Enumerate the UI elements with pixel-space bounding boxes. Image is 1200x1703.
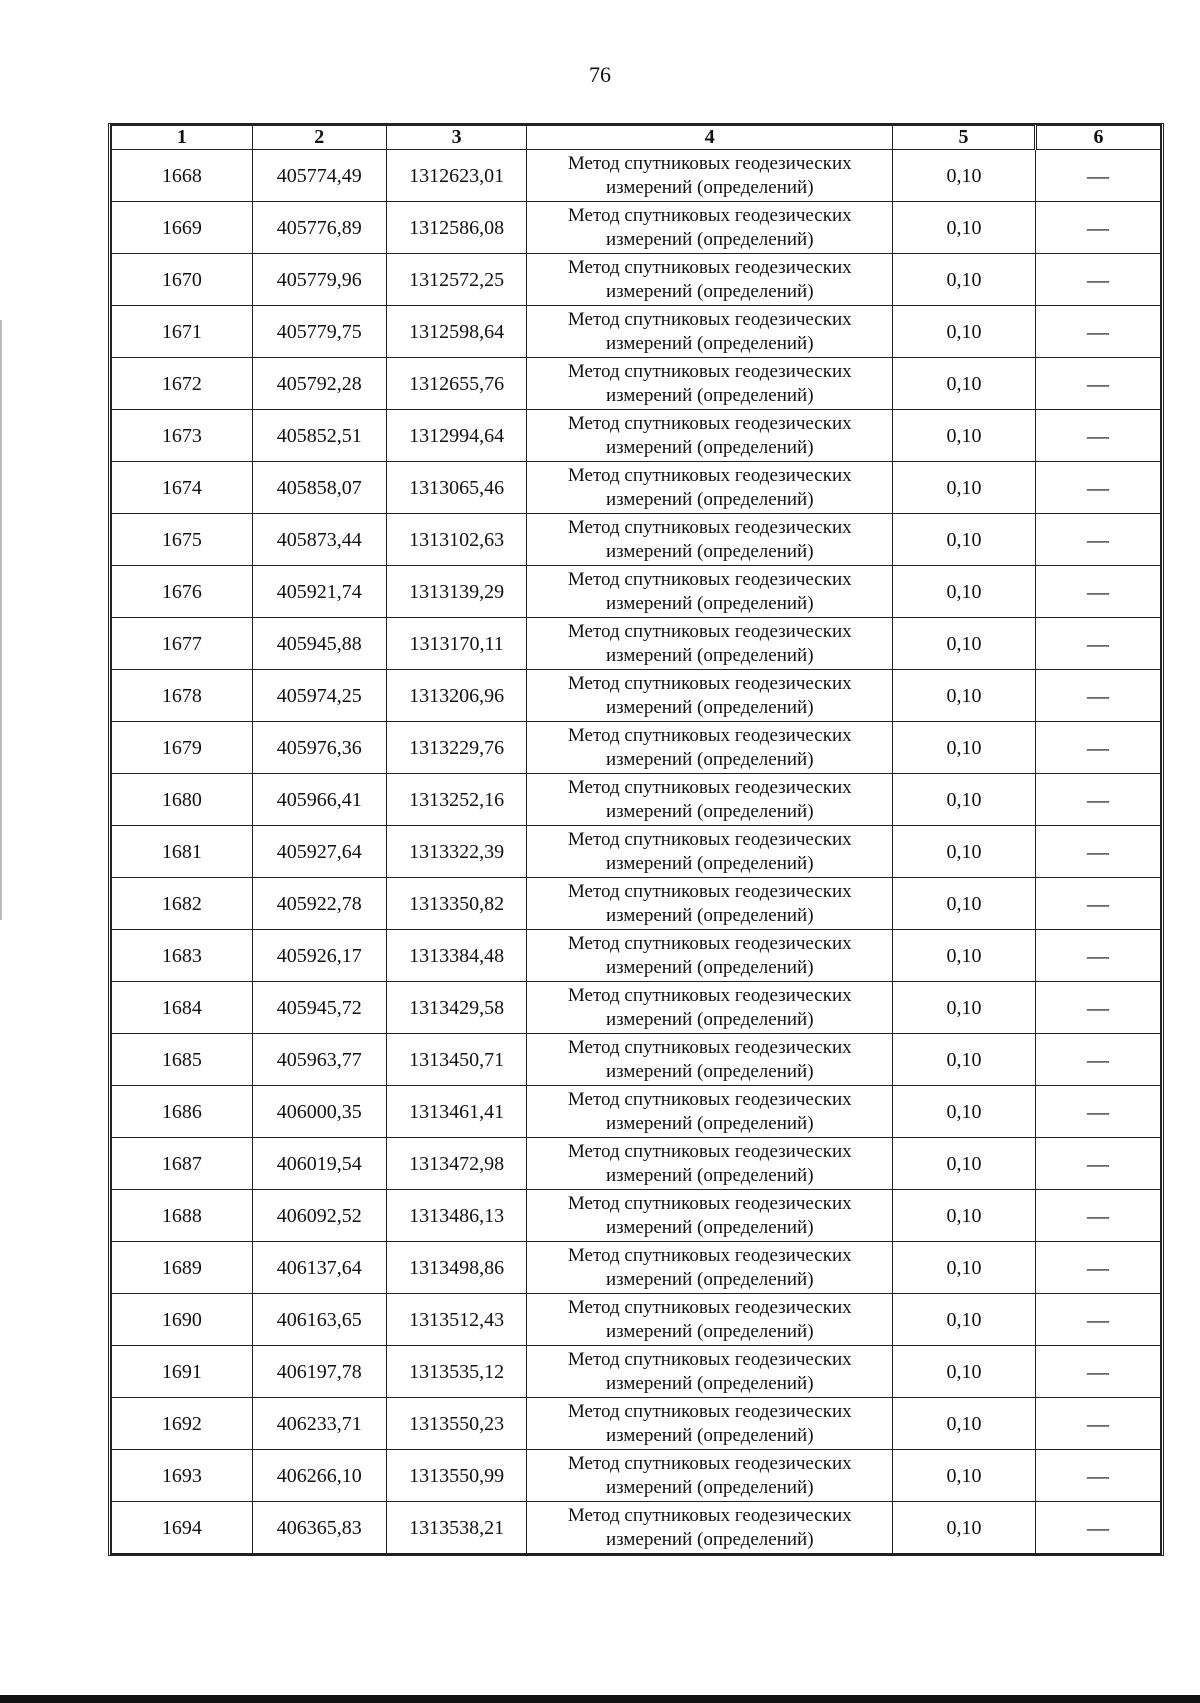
accuracy-cell: 0,10 — [893, 1450, 1036, 1502]
x-coordinate-cell: 405926,17 — [252, 930, 386, 982]
x-coordinate-cell: 405792,28 — [252, 358, 386, 410]
method-line-1: Метод спутниковых геодезических — [567, 204, 852, 226]
method-line-2: измерений (определений) — [605, 540, 814, 562]
method-cell — [527, 1502, 893, 1554]
x-coordinate-cell: 405966,41 — [252, 774, 386, 826]
x-coordinate-cell: 406000,35 — [252, 1086, 386, 1138]
table-row — [112, 618, 1161, 670]
method-line-2: измерений (определений) — [605, 436, 814, 458]
table-row — [112, 1450, 1161, 1502]
method-line-2: измерений (определений) — [605, 852, 814, 874]
method-line-1: Метод спутниковых геодезических — [567, 568, 852, 590]
method-cell — [527, 930, 893, 982]
method-cell — [527, 306, 893, 358]
method-line-2: измерений (определений) — [605, 800, 814, 822]
method-cell — [527, 878, 893, 930]
note-cell: — — [1036, 1190, 1161, 1242]
method-cell — [527, 1034, 893, 1086]
method-line-2: измерений (определений) — [605, 1008, 814, 1030]
x-coordinate-cell: 406019,54 — [252, 1138, 386, 1190]
x-coordinate-cell: 405922,78 — [252, 878, 386, 930]
table-row — [112, 1034, 1161, 1086]
point-number-cell: 1681 — [112, 826, 253, 878]
table-row — [112, 1138, 1161, 1190]
point-number-cell: 1683 — [112, 930, 253, 982]
y-coordinate-cell: 1313170,11 — [386, 618, 527, 670]
page-number: 76 — [589, 62, 611, 87]
table-row — [112, 254, 1161, 306]
x-coordinate-cell: 405974,25 — [252, 670, 386, 722]
header-col-3: 3 — [386, 126, 527, 150]
method-line-1: Метод спутниковых геодезических — [567, 1348, 852, 1370]
table-row — [112, 722, 1161, 774]
accuracy-cell: 0,10 — [893, 150, 1036, 202]
method-line-1: Метод спутниковых геодезических — [567, 1244, 852, 1266]
accuracy-cell: 0,10 — [893, 1034, 1036, 1086]
x-coordinate-cell: 405945,72 — [252, 982, 386, 1034]
method-line-2: измерений (определений) — [605, 1060, 814, 1082]
point-number-cell: 1692 — [112, 1398, 253, 1450]
method-line-2: измерений (определений) — [605, 748, 814, 770]
method-line-2: измерений (определений) — [605, 1216, 814, 1238]
accuracy-cell: 0,10 — [893, 306, 1036, 358]
x-coordinate-cell: 405858,07 — [252, 462, 386, 514]
point-number-cell: 1687 — [112, 1138, 253, 1190]
y-coordinate-cell: 1313535,12 — [386, 1346, 527, 1398]
accuracy-cell: 0,10 — [893, 1190, 1036, 1242]
x-coordinate-cell: 406233,71 — [252, 1398, 386, 1450]
method-line-2: измерений (определений) — [605, 956, 814, 978]
table-row — [112, 878, 1161, 930]
note-cell: — — [1036, 618, 1161, 670]
method-line-2: измерений (определений) — [605, 1112, 814, 1134]
method-line-2: измерений (определений) — [605, 1164, 814, 1186]
x-coordinate-cell: 405779,75 — [252, 306, 386, 358]
table-row — [112, 1502, 1161, 1554]
accuracy-cell: 0,10 — [893, 202, 1036, 254]
header-col-4: 4 — [527, 126, 893, 150]
note-cell: — — [1036, 826, 1161, 878]
note-cell: — — [1036, 254, 1161, 306]
method-line-1: Метод спутниковых геодезических — [567, 620, 852, 642]
accuracy-cell: 0,10 — [893, 1294, 1036, 1346]
method-line-1: Метод спутниковых геодезических — [567, 360, 852, 382]
point-number-cell: 1680 — [112, 774, 253, 826]
scan-edge-artifact — [0, 320, 2, 920]
header-col-2: 2 — [252, 126, 386, 150]
y-coordinate-cell: 1313384,48 — [386, 930, 527, 982]
method-cell — [527, 826, 893, 878]
accuracy-cell: 0,10 — [893, 878, 1036, 930]
point-number-cell: 1677 — [112, 618, 253, 670]
method-line-1: Метод спутниковых геодезических — [567, 672, 852, 694]
note-cell: — — [1036, 1398, 1161, 1450]
y-coordinate-cell: 1313550,99 — [386, 1450, 527, 1502]
accuracy-cell: 0,10 — [893, 566, 1036, 618]
method-cell — [527, 1138, 893, 1190]
y-coordinate-cell: 1313139,29 — [386, 566, 527, 618]
accuracy-cell: 0,10 — [893, 826, 1036, 878]
y-coordinate-cell: 1313065,46 — [386, 462, 527, 514]
method-line-2: измерений (определений) — [605, 1528, 814, 1550]
x-coordinate-cell: 406163,65 — [252, 1294, 386, 1346]
y-coordinate-cell: 1313206,96 — [386, 670, 527, 722]
point-number-cell: 1675 — [112, 514, 253, 566]
method-line-2: измерений (определений) — [605, 1372, 814, 1394]
method-cell — [527, 514, 893, 566]
table-row — [112, 1086, 1161, 1138]
table-row — [112, 462, 1161, 514]
table-row — [112, 826, 1161, 878]
accuracy-cell: 0,10 — [893, 1138, 1036, 1190]
point-number-cell: 1684 — [112, 982, 253, 1034]
note-cell: — — [1036, 1346, 1161, 1398]
point-number-cell: 1673 — [112, 410, 253, 462]
method-cell — [527, 1242, 893, 1294]
method-line-2: измерений (определений) — [605, 280, 814, 302]
accuracy-cell: 0,10 — [893, 774, 1036, 826]
accuracy-cell: 0,10 — [893, 618, 1036, 670]
table-row — [112, 202, 1161, 254]
x-coordinate-cell: 406092,52 — [252, 1190, 386, 1242]
note-cell: — — [1036, 1138, 1161, 1190]
method-cell — [527, 566, 893, 618]
method-line-1: Метод спутниковых геодезических — [567, 256, 852, 278]
y-coordinate-cell: 1313512,43 — [386, 1294, 527, 1346]
scan-bottom-edge — [0, 1695, 1200, 1703]
y-coordinate-cell: 1313450,71 — [386, 1034, 527, 1086]
method-line-2: измерений (определений) — [605, 1268, 814, 1290]
note-cell: — — [1036, 774, 1161, 826]
header-col-5: 5 — [893, 126, 1036, 150]
x-coordinate-cell: 405976,36 — [252, 722, 386, 774]
method-line-2: измерений (определений) — [605, 1424, 814, 1446]
accuracy-cell: 0,10 — [893, 254, 1036, 306]
method-line-1: Метод спутниковых геодезических — [567, 1400, 852, 1422]
accuracy-cell: 0,10 — [893, 1086, 1036, 1138]
y-coordinate-cell: 1313461,41 — [386, 1086, 527, 1138]
method-line-1: Метод спутниковых геодезических — [567, 308, 852, 330]
method-cell — [527, 150, 893, 202]
point-number-cell: 1693 — [112, 1450, 253, 1502]
x-coordinate-cell: 405779,96 — [252, 254, 386, 306]
y-coordinate-cell: 1313472,98 — [386, 1138, 527, 1190]
method-line-2: измерений (определений) — [605, 1476, 814, 1498]
x-coordinate-cell: 405927,64 — [252, 826, 386, 878]
accuracy-cell: 0,10 — [893, 930, 1036, 982]
method-line-2: измерений (определений) — [605, 384, 814, 406]
method-line-1: Метод спутниковых геодезических — [567, 516, 852, 538]
method-line-1: Метод спутниковых геодезических — [567, 880, 852, 902]
method-cell — [527, 1398, 893, 1450]
table-row — [112, 982, 1161, 1034]
y-coordinate-cell: 1313322,39 — [386, 826, 527, 878]
table-row — [112, 1190, 1161, 1242]
note-cell: — — [1036, 670, 1161, 722]
y-coordinate-cell: 1313486,13 — [386, 1190, 527, 1242]
method-cell — [527, 670, 893, 722]
accuracy-cell: 0,10 — [893, 462, 1036, 514]
note-cell: — — [1036, 514, 1161, 566]
method-line-1: Метод спутниковых геодезических — [567, 984, 852, 1006]
table-body — [112, 150, 1161, 1554]
table-row — [112, 1398, 1161, 1450]
note-cell: — — [1036, 462, 1161, 514]
method-line-1: Метод спутниковых геодезических — [567, 932, 852, 954]
table-row — [112, 930, 1161, 982]
point-number-cell: 1670 — [112, 254, 253, 306]
y-coordinate-cell: 1313538,21 — [386, 1502, 527, 1554]
y-coordinate-cell: 1313252,16 — [386, 774, 527, 826]
note-cell: — — [1036, 202, 1161, 254]
note-cell: — — [1036, 878, 1161, 930]
y-coordinate-cell: 1313350,82 — [386, 878, 527, 930]
note-cell: — — [1036, 982, 1161, 1034]
table-row — [112, 410, 1161, 462]
method-line-2: измерений (определений) — [605, 592, 814, 614]
method-line-2: измерений (определений) — [605, 228, 814, 250]
table-row — [112, 306, 1161, 358]
y-coordinate-cell: 1312623,01 — [386, 150, 527, 202]
x-coordinate-cell: 405873,44 — [252, 514, 386, 566]
method-cell — [527, 358, 893, 410]
method-line-1: Метод спутниковых геодезических — [567, 152, 852, 174]
method-line-1: Метод спутниковых геодезических — [567, 1296, 852, 1318]
accuracy-cell: 0,10 — [893, 1398, 1036, 1450]
note-cell: — — [1036, 410, 1161, 462]
method-cell — [527, 722, 893, 774]
table-row — [112, 566, 1161, 618]
method-line-1: Метод спутниковых геодезических — [567, 724, 852, 746]
method-line-2: измерений (определений) — [605, 904, 814, 926]
header-col-1: 1 — [112, 126, 253, 150]
method-cell — [527, 1294, 893, 1346]
x-coordinate-cell: 405963,77 — [252, 1034, 386, 1086]
point-number-cell: 1671 — [112, 306, 253, 358]
note-cell: — — [1036, 1450, 1161, 1502]
y-coordinate-cell: 1312994,64 — [386, 410, 527, 462]
point-number-cell: 1668 — [112, 150, 253, 202]
table-row — [112, 1242, 1161, 1294]
method-line-2: измерений (определений) — [605, 488, 814, 510]
method-line-1: Метод спутниковых геодезических — [567, 1504, 852, 1526]
y-coordinate-cell: 1313498,86 — [386, 1242, 527, 1294]
note-cell: — — [1036, 358, 1161, 410]
accuracy-cell: 0,10 — [893, 670, 1036, 722]
point-number-cell: 1685 — [112, 1034, 253, 1086]
method-line-2: измерений (определений) — [605, 176, 814, 198]
point-number-cell: 1678 — [112, 670, 253, 722]
note-cell: — — [1036, 150, 1161, 202]
x-coordinate-cell: 406266,10 — [252, 1450, 386, 1502]
table-row — [112, 358, 1161, 410]
method-cell — [527, 410, 893, 462]
note-cell: — — [1036, 1502, 1161, 1554]
point-number-cell: 1672 — [112, 358, 253, 410]
x-coordinate-cell: 406365,83 — [252, 1502, 386, 1554]
x-coordinate-cell: 405852,51 — [252, 410, 386, 462]
note-cell: — — [1036, 566, 1161, 618]
note-cell: — — [1036, 722, 1161, 774]
method-cell — [527, 1346, 893, 1398]
method-line-1: Метод спутниковых геодезических — [567, 1088, 852, 1110]
y-coordinate-cell: 1312655,76 — [386, 358, 527, 410]
accuracy-cell: 0,10 — [893, 410, 1036, 462]
method-line-1: Метод спутниковых геодезических — [567, 1192, 852, 1214]
method-line-2: измерений (определений) — [605, 1320, 814, 1342]
table-row — [112, 1294, 1161, 1346]
x-coordinate-cell: 405774,49 — [252, 150, 386, 202]
table-row — [112, 1346, 1161, 1398]
method-line-1: Метод спутниковых геодезических — [567, 776, 852, 798]
coordinates-table-frame — [108, 123, 1164, 1556]
point-number-cell: 1676 — [112, 566, 253, 618]
table-row — [112, 670, 1161, 722]
y-coordinate-cell: 1313550,23 — [386, 1398, 527, 1450]
method-cell — [527, 618, 893, 670]
x-coordinate-cell: 406137,64 — [252, 1242, 386, 1294]
y-coordinate-cell: 1313102,63 — [386, 514, 527, 566]
x-coordinate-cell: 405945,88 — [252, 618, 386, 670]
y-coordinate-cell: 1312572,25 — [386, 254, 527, 306]
accuracy-cell: 0,10 — [893, 982, 1036, 1034]
point-number-cell: 1694 — [112, 1502, 253, 1554]
method-line-2: измерений (определений) — [605, 644, 814, 666]
accuracy-cell: 0,10 — [893, 514, 1036, 566]
accuracy-cell: 0,10 — [893, 1242, 1036, 1294]
table-row — [112, 150, 1161, 202]
point-number-cell: 1679 — [112, 722, 253, 774]
point-number-cell: 1691 — [112, 1346, 253, 1398]
y-coordinate-cell: 1313229,76 — [386, 722, 527, 774]
accuracy-cell: 0,10 — [893, 1346, 1036, 1398]
point-number-cell: 1669 — [112, 202, 253, 254]
method-cell — [527, 774, 893, 826]
point-number-cell: 1686 — [112, 1086, 253, 1138]
method-line-2: измерений (определений) — [605, 332, 814, 354]
method-cell — [527, 462, 893, 514]
accuracy-cell: 0,10 — [893, 722, 1036, 774]
point-number-cell: 1690 — [112, 1294, 253, 1346]
method-line-1: Метод спутниковых геодезических — [567, 1452, 852, 1474]
method-cell — [527, 982, 893, 1034]
note-cell: — — [1036, 1294, 1161, 1346]
x-coordinate-cell: 405921,74 — [252, 566, 386, 618]
method-line-2: измерений (определений) — [605, 696, 814, 718]
header-col-6: 6 — [1036, 126, 1161, 150]
note-cell: — — [1036, 1034, 1161, 1086]
table-row — [112, 514, 1161, 566]
y-coordinate-cell: 1313429,58 — [386, 982, 527, 1034]
table-row — [112, 774, 1161, 826]
method-cell — [527, 1450, 893, 1502]
method-cell — [527, 1086, 893, 1138]
method-cell — [527, 1190, 893, 1242]
point-number-cell: 1689 — [112, 1242, 253, 1294]
coordinates-table — [111, 125, 1161, 1554]
point-number-cell: 1688 — [112, 1190, 253, 1242]
accuracy-cell: 0,10 — [893, 1502, 1036, 1554]
note-cell: — — [1036, 1242, 1161, 1294]
method-line-1: Метод спутниковых геодезических — [567, 1140, 852, 1162]
method-line-1: Метод спутниковых геодезических — [567, 1036, 852, 1058]
method-line-1: Метод спутниковых геодезических — [567, 464, 852, 486]
y-coordinate-cell: 1312586,08 — [386, 202, 527, 254]
note-cell: — — [1036, 930, 1161, 982]
y-coordinate-cell: 1312598,64 — [386, 306, 527, 358]
x-coordinate-cell: 406197,78 — [252, 1346, 386, 1398]
point-number-cell: 1682 — [112, 878, 253, 930]
table-header-row — [112, 126, 1161, 150]
note-cell: — — [1036, 1086, 1161, 1138]
method-line-1: Метод спутниковых геодезических — [567, 412, 852, 434]
method-cell — [527, 254, 893, 306]
x-coordinate-cell: 405776,89 — [252, 202, 386, 254]
method-cell — [527, 202, 893, 254]
note-cell: — — [1036, 306, 1161, 358]
accuracy-cell: 0,10 — [893, 358, 1036, 410]
point-number-cell: 1674 — [112, 462, 253, 514]
method-line-1: Метод спутниковых геодезических — [567, 828, 852, 850]
